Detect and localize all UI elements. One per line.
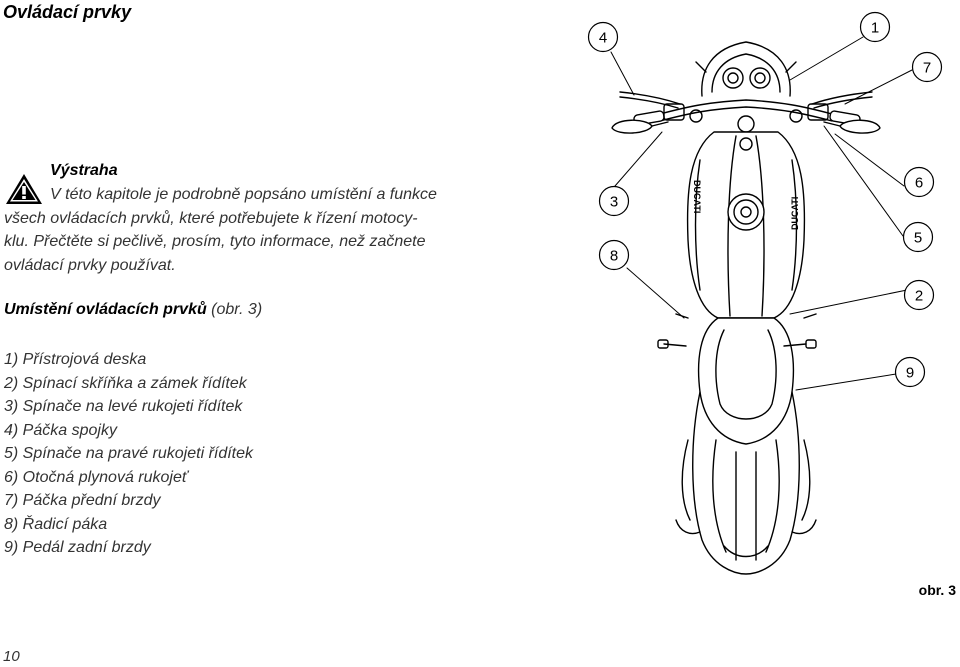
callout-3: [600, 187, 629, 216]
callout-number: 8: [609, 247, 619, 265]
legend-item: 3) Spínače na levé rukojeti řídítek: [4, 398, 243, 415]
callout-8: [600, 241, 629, 270]
legend-item: 9) Pedál zadní brzdy: [4, 539, 151, 556]
callout-number: 4: [598, 29, 608, 47]
tank-brand-right: DUCATI: [790, 196, 800, 230]
callout-number: 6: [914, 174, 924, 192]
callout-2: [905, 281, 934, 310]
legend-item: 7) Páčka přední brzdy: [4, 492, 161, 509]
callout-9: [896, 358, 925, 387]
figure-caption: obr. 3: [918, 582, 956, 598]
callout-number: 3: [609, 193, 619, 211]
callout-number: 1: [870, 19, 880, 37]
warning-line: V této kapitole je podrobně popsáno umístění a funkce: [50, 186, 437, 203]
legend-item: 4) Páčka spojky: [4, 421, 117, 439]
warning-line: všech ovládacích prvků, které potřebujete k řízení motocy-: [4, 209, 418, 227]
controls-legend: [4, 348, 253, 560]
legend-item: 2) Spínací skříňka a zámek řídítek: [4, 374, 247, 392]
heading-text: Umístění ovládacích prvků: [4, 301, 207, 318]
legend-item: 6) Otočná plynová rukojeť: [4, 468, 188, 486]
warning-text: [4, 183, 489, 277]
callout-number: 2: [914, 287, 924, 305]
section-title: Ovládací prvky: [3, 2, 132, 22]
legend-item: 5) Spínače na pravé rukojeti řídítek: [4, 445, 254, 462]
callout-6: [905, 168, 934, 197]
motorcycle-controls-figure: [580, 10, 958, 575]
controls-location-heading: [4, 301, 262, 319]
callout-1: [861, 13, 890, 42]
callout-number: 5: [913, 229, 923, 247]
callout-number: 7: [922, 59, 932, 77]
warning-line: ovládací prvky používat.: [4, 256, 176, 274]
legend-item: 1) Přístrojová deska: [4, 351, 147, 368]
tank-brand-left: DUCATI: [692, 180, 702, 214]
callout-5: [904, 223, 933, 252]
warning-title: Výstraha: [50, 162, 118, 179]
callout-number: 9: [905, 364, 915, 382]
warning-line: klu. Přečtěte si pečlivě, prosím, tyto informace, než začnete: [4, 233, 426, 250]
callout-7: [913, 53, 942, 82]
page-number: 10: [3, 648, 20, 665]
heading-figure-ref: (obr. 3): [206, 301, 263, 318]
callout-4: [589, 23, 618, 52]
legend-item: 8) Řadicí páka: [4, 515, 108, 533]
